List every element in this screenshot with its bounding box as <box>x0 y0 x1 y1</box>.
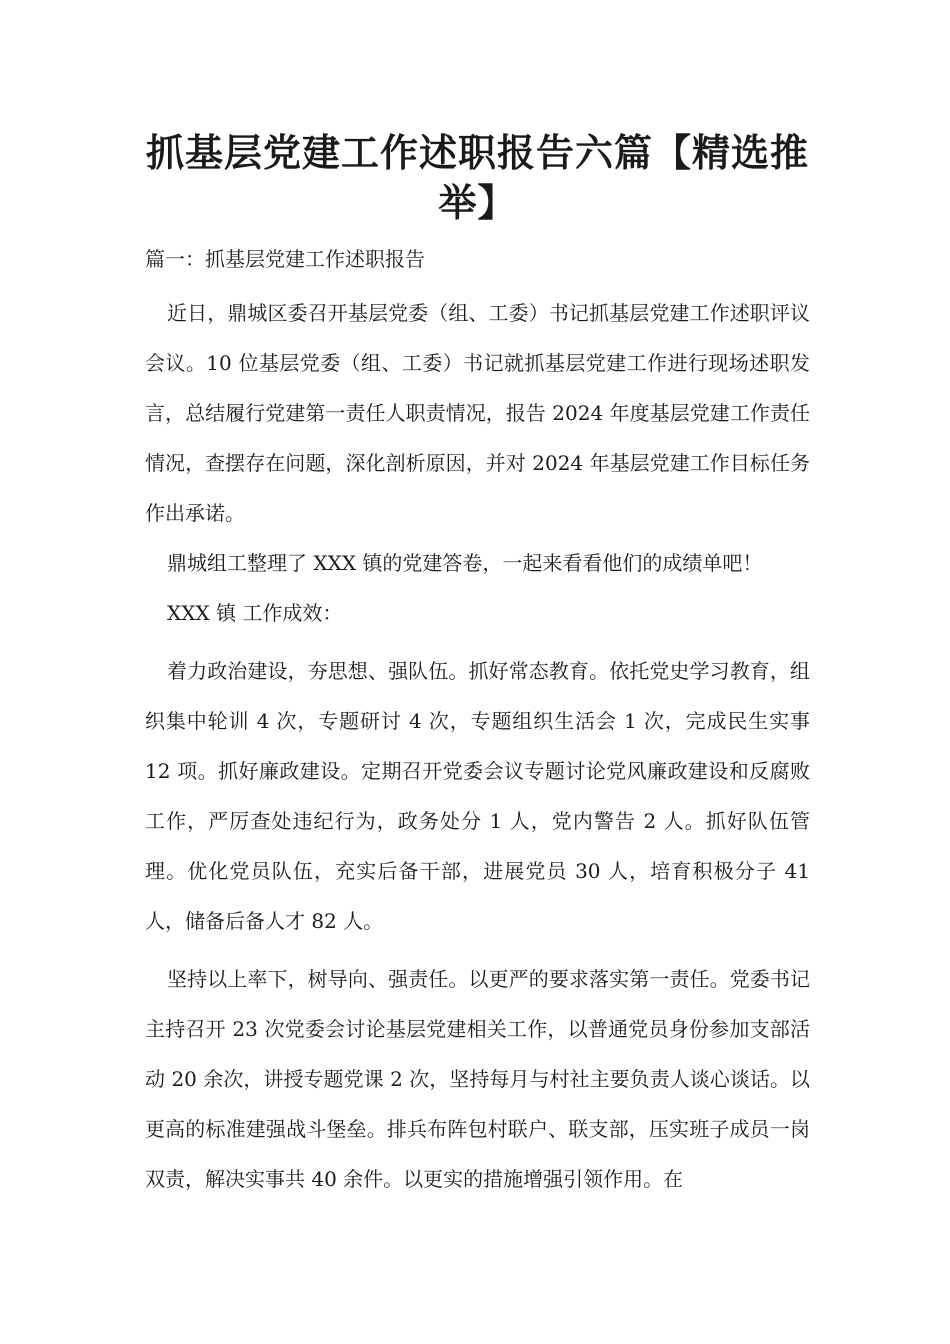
document-title: 抓基层党建工作述职报告六篇【精选推举】 <box>145 131 809 225</box>
paragraph-intro: 近日，鼎城区委召开基层党委（组、工委）书记抓基层党建工作述职评议会议。10 位基层党委（组、工委）书记就抓基层党建工作进行现场述职发言，总结履行党建第一责任人职责情况，报告 2024 年度基层党建工作责任情况，查摆存在问题，深化剖析原因，并对 2024 年基层党建工作目标任务作出承诺。 <box>145 301 810 525</box>
paragraph-political-building: 着力政治建设，夯思想、强队伍。抓好常态教育。依托党史学习教育，组织集中轮训 4 次，专题研讨 4 次，专题组织生活会 1 次，完成民生实事 12 项。抓好廉政建设。定期召开党委会议专题讨论党风廉政建设和反腐败工作，严厉查处违纪行为，政务处分 1 人，党内警告 2 人。抓好队伍管理。优化党员队伍，充实后备干部，进展党员 30 人，培育积极分子 41 人，储备后备人才 82 人。 <box>145 659 810 933</box>
paragraph-results-label: XXX 镇 工作成效： <box>167 601 343 625</box>
section-heading: 篇一：抓基层党建工作述职报告 <box>145 247 425 271</box>
paragraph-summary: 鼎城组工整理了 XXX 镇的党建答卷，一起来看看他们的成绩单吧！ <box>167 551 763 575</box>
paragraph-leadership: 坚持以上率下，树导向、强责任。以更严的要求落实第一责任。党委书记主持召开 23 次党委会讨论基层党建相关工作，以普通党员身份参加支部活动 20 余次，讲授专题党课 2 次，坚持每月与村社主要负责人谈心谈话。以更高的标准建强战斗堡垒。排兵布阵包村联户、联支部，压实班子成员一岗双责，解决实事共 40 余件。以更实的措施增强引领作用。在 <box>145 967 810 1191</box>
